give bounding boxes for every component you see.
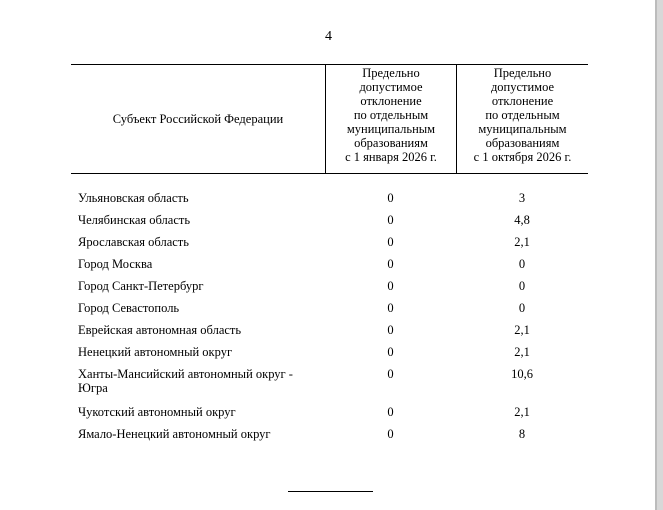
table-body bbox=[71, 187, 588, 445]
region-name: Ненецкий автономный округ bbox=[78, 345, 233, 359]
header-col-jan-2026 bbox=[326, 66, 456, 173]
deviation-jan: 0 bbox=[387, 427, 394, 441]
deviation-oct: 10,6 bbox=[511, 367, 533, 381]
header-subject: Субъект Российской Федерации bbox=[112, 111, 284, 126]
deviation-oct: 2,1 bbox=[514, 323, 530, 337]
header-col1-line: образованиям bbox=[354, 136, 428, 150]
region-name: Город Москва bbox=[78, 257, 153, 271]
deviation-jan: 0 bbox=[387, 301, 394, 315]
table-row bbox=[71, 297, 588, 319]
deviation-oct: 8 bbox=[518, 427, 526, 441]
table-row bbox=[71, 401, 588, 423]
table-row bbox=[71, 231, 588, 253]
deviation-oct: 3 bbox=[518, 191, 526, 205]
header-col2-line: с 1 октября 2026 г. bbox=[473, 150, 572, 164]
deviation-oct: 4,8 bbox=[514, 213, 530, 227]
deviation-oct: 2,1 bbox=[514, 235, 530, 249]
table-row bbox=[71, 253, 588, 275]
region-name: Ульяновская область bbox=[78, 191, 189, 205]
region-name: Город Севастополь bbox=[78, 301, 180, 315]
deviation-jan: 0 bbox=[387, 235, 394, 249]
region-name: Город Санкт-Петербург bbox=[78, 279, 204, 293]
deviation-jan: 0 bbox=[387, 405, 394, 419]
header-col1-line: отклонение bbox=[360, 94, 422, 108]
page-number: 4 bbox=[325, 29, 332, 44]
deviation-oct: 0 bbox=[518, 301, 526, 315]
table-row bbox=[71, 341, 588, 363]
deviation-jan: 0 bbox=[387, 367, 394, 381]
region-name: Ямало-Ненецкий автономный округ bbox=[78, 427, 271, 441]
header-col2-line: образованиям bbox=[485, 136, 560, 150]
table-row bbox=[71, 187, 588, 209]
header-col-oct-2026 bbox=[457, 66, 588, 173]
header-col2-line: отклонение bbox=[491, 94, 554, 108]
end-of-document-rule bbox=[288, 491, 373, 492]
table-row bbox=[71, 209, 588, 231]
region-name: Чукотский автономный округ bbox=[78, 405, 236, 419]
header-col2-line: муниципальным bbox=[478, 122, 567, 136]
deviation-oct: 2,1 bbox=[514, 405, 530, 419]
deviation-oct: 0 bbox=[518, 279, 526, 293]
header-col2-line: по отдельным bbox=[485, 108, 560, 122]
deviation-jan: 0 bbox=[387, 257, 394, 271]
deviation-jan: 0 bbox=[387, 213, 394, 227]
region-name: Ханты-Мансийский автономный округ - Югра bbox=[78, 367, 293, 395]
table-row bbox=[71, 275, 588, 297]
header-col1-line: Предельно bbox=[362, 66, 420, 80]
table-row bbox=[71, 363, 588, 401]
table-row bbox=[71, 319, 588, 341]
region-name: Ярославская область bbox=[78, 235, 189, 249]
deviation-oct: 2,1 bbox=[514, 345, 530, 359]
header-col1-line: муниципальным bbox=[346, 122, 436, 136]
deviation-jan: 0 bbox=[387, 191, 394, 205]
table-header-rule bbox=[71, 173, 588, 174]
table-row bbox=[71, 423, 588, 445]
deviation-jan: 0 bbox=[387, 323, 394, 337]
region-name: Еврейская автономная область bbox=[78, 323, 242, 337]
header-col1-line: по отдельным bbox=[353, 108, 429, 122]
header-col2-line: допустимое bbox=[490, 80, 555, 94]
header-col2-line: Предельно bbox=[493, 66, 552, 80]
page-edge-shadow bbox=[657, 0, 663, 510]
header-col1-line: допустимое bbox=[359, 80, 423, 94]
deviation-oct: 0 bbox=[518, 257, 526, 271]
header-col1-line: с 1 января 2026 г. bbox=[345, 150, 437, 164]
region-name: Челябинская область bbox=[78, 213, 191, 227]
deviation-jan: 0 bbox=[387, 345, 394, 359]
deviation-jan: 0 bbox=[387, 279, 394, 293]
